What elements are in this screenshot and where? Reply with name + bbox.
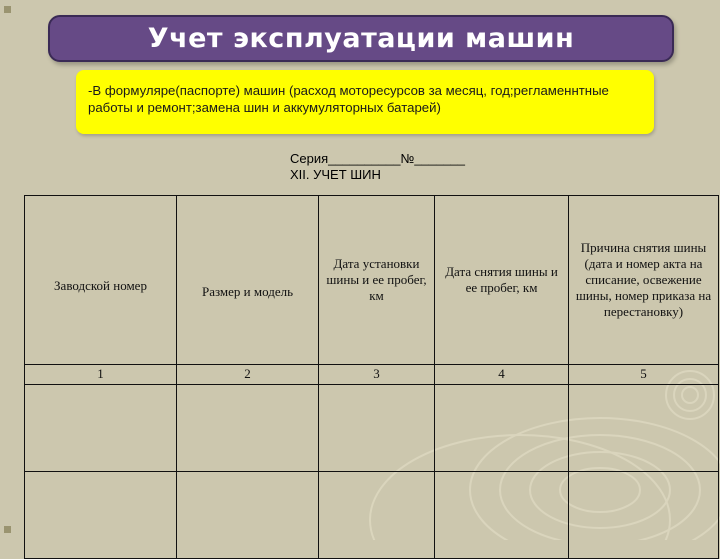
header-cell: Дата установки шины и ее пробег, км bbox=[319, 196, 435, 365]
table-row bbox=[25, 385, 719, 472]
header-cell: Дата снятия шины и ее пробег, км bbox=[435, 196, 569, 365]
header-cell: Размер и модель bbox=[177, 196, 319, 365]
series-number-line: Серия__________№_______ bbox=[290, 151, 466, 166]
table-row bbox=[25, 472, 719, 559]
table-cell bbox=[25, 385, 177, 472]
corner-marker-bottom bbox=[4, 526, 11, 533]
table-cell bbox=[25, 472, 177, 559]
table-cell bbox=[319, 472, 435, 559]
table-cell bbox=[177, 472, 319, 559]
header-cell: Заводской номер bbox=[25, 196, 177, 365]
table-header-row bbox=[25, 196, 719, 365]
form-heading bbox=[290, 151, 465, 183]
page-title: Учет эксплуатации машин bbox=[147, 23, 575, 54]
column-number: 4 bbox=[435, 365, 569, 385]
note-text: -В формуляре(паспорте) машин (расход моторесурсов за месяц, год;регламеннтные работы и ремонт;замена шин и аккумуляторных батарей) bbox=[88, 83, 609, 115]
section-title: XII. УЧЕТ ШИН bbox=[290, 167, 381, 182]
table-cell bbox=[319, 385, 435, 472]
corner-marker-top bbox=[4, 6, 11, 13]
table-cell bbox=[177, 385, 319, 472]
table-cell bbox=[569, 385, 719, 472]
note-box bbox=[76, 70, 654, 134]
column-number: 2 bbox=[177, 365, 319, 385]
table-cell bbox=[435, 472, 569, 559]
table-cell bbox=[569, 472, 719, 559]
column-number: 3 bbox=[319, 365, 435, 385]
table-number-row bbox=[25, 365, 719, 385]
column-number: 5 bbox=[569, 365, 719, 385]
column-number: 1 bbox=[25, 365, 177, 385]
title-banner bbox=[48, 15, 674, 62]
header-cell: Причина снятия шины (дата и номер акта на списание, освежение шины, номер приказа на перестановку) bbox=[569, 196, 719, 365]
table-cell bbox=[435, 385, 569, 472]
tire-record-table bbox=[24, 195, 719, 559]
